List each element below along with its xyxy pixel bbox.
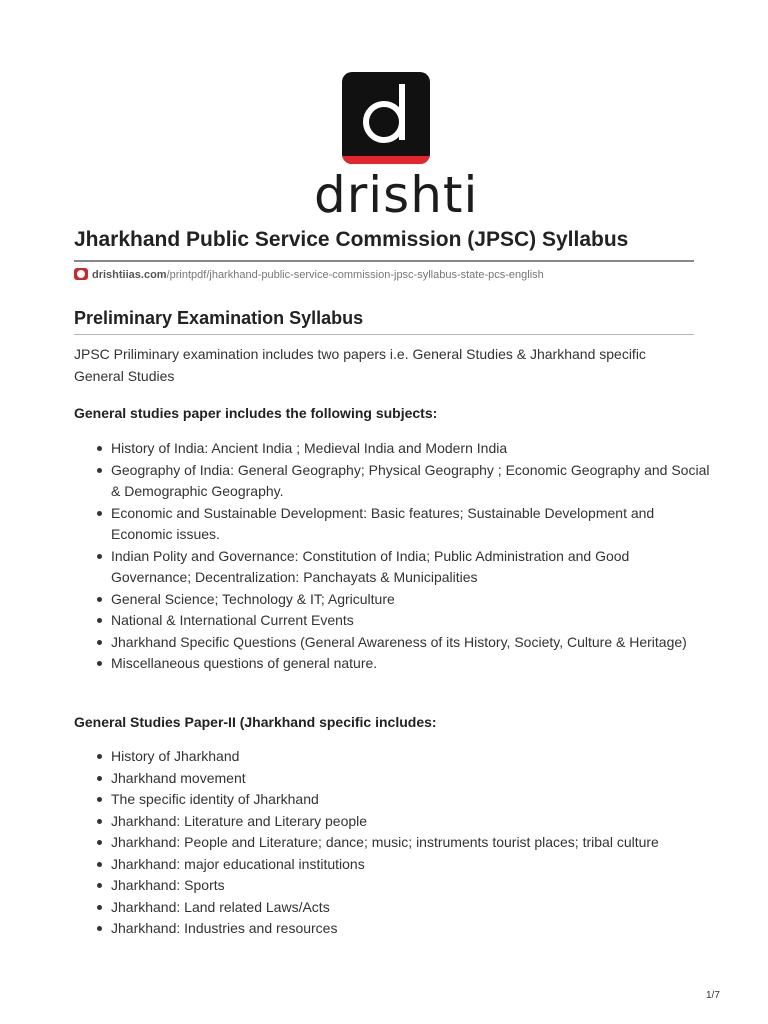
list-item: History of India: Ancient India ; Medieval India and Modern India: [111, 438, 731, 460]
logo-red-bar: [342, 156, 430, 164]
list-item: Economic and Sustainable Development: Basic features; Sustainable Development and Economic issues.: [111, 503, 731, 546]
page-number: 1/7: [706, 990, 720, 1001]
paper1-list: [74, 438, 731, 675]
list-item: National & International Current Events: [111, 610, 731, 632]
list-item: History of Jharkhand: [111, 746, 731, 768]
drishti-d-logo-icon: [342, 72, 430, 164]
paper2-list: [74, 746, 731, 940]
list-item: Jharkhand: People and Literature; dance; music; instruments tourist places; tribal culture: [111, 832, 731, 854]
title-divider: [74, 260, 694, 262]
list-item: Jharkhand: major educational institutions: [111, 854, 731, 876]
list-item: Jharkhand: Literature and Literary people: [111, 811, 731, 833]
list-item: General Science; Technology & IT; Agriculture: [111, 589, 731, 611]
paper2-heading: General Studies Paper-II (Jharkhand specific includes:: [74, 714, 437, 730]
source-site: drishtiias.com: [92, 269, 167, 281]
list-item: Miscellaneous questions of general nature.: [111, 653, 731, 675]
list-item: Jharkhand movement: [111, 768, 731, 790]
section-divider: [74, 334, 694, 335]
document-page: [74, 0, 710, 1024]
list-item: Jharkhand: Land related Laws/Acts: [111, 897, 731, 919]
list-item: Jharkhand: Industries and resources: [111, 918, 731, 940]
list-item: The specific identity of Jharkhand: [111, 789, 731, 811]
list-item: Jharkhand: Sports: [111, 875, 731, 897]
list-item: Geography of India: General Geography; Physical Geography ; Economic Geography and Social & Demographic Geography.: [111, 460, 731, 503]
list-item: Jharkhand Specific Questions (General Awareness of its History, Society, Culture & Heritage): [111, 632, 731, 654]
site-favicon-icon: [74, 268, 88, 280]
section-intro: JPSC Priliminary examination includes two papers i.e. General Studies & Jharkhand specific General Studies: [74, 346, 646, 384]
section-heading: Preliminary Examination Syllabus: [74, 308, 364, 328]
brand-wordmark: drishti: [314, 166, 479, 224]
list-item: Indian Polity and Governance: Constitution of India; Public Administration and Good Governance; Decentralization: Panchayats & Municipalities: [111, 546, 731, 589]
source-link[interactable]: [74, 266, 544, 284]
source-path: /printpdf/jharkhand-public-service-commission-jpsc-syllabus-state-pcs-english: [166, 269, 544, 281]
paper1-heading: General studies paper includes the following subjects:: [74, 405, 438, 421]
page-title: Jharkhand Public Service Commission (JPSC) Syllabus: [74, 228, 629, 251]
